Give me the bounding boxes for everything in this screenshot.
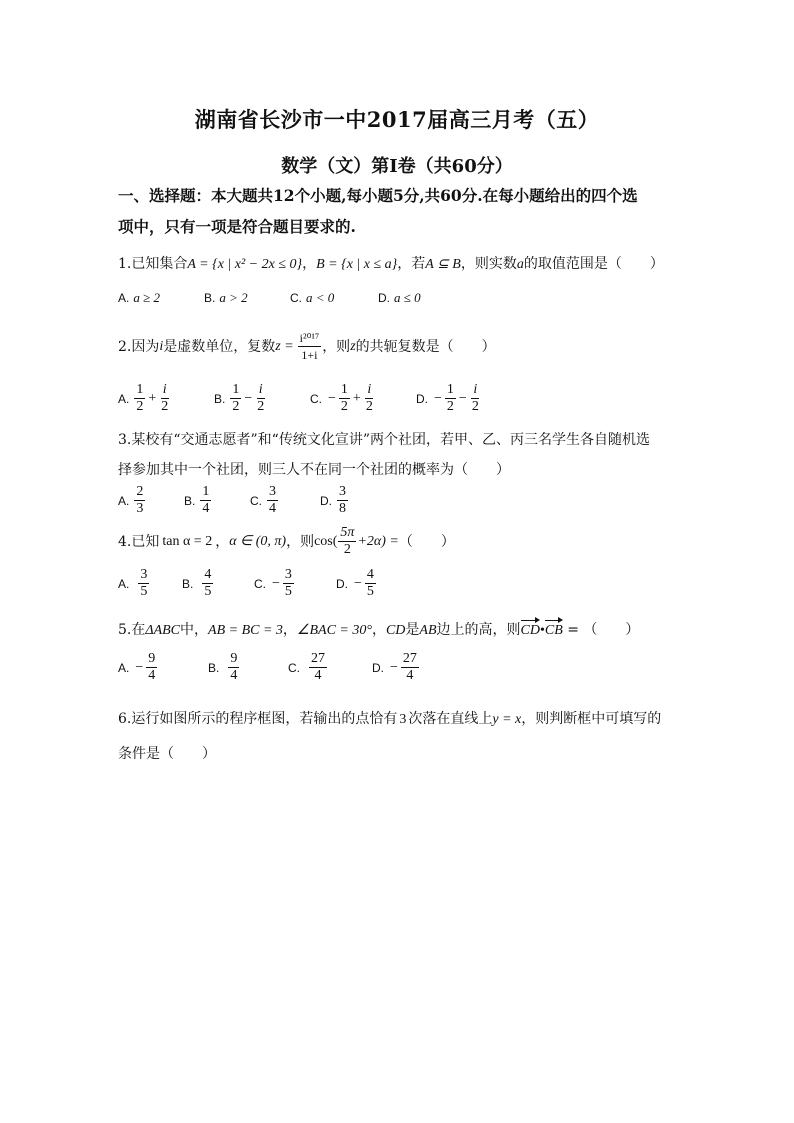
fraction-denominator: 2	[446, 399, 454, 414]
q1-text: ，则实数	[460, 256, 517, 272]
q3-option-a[interactable]	[118, 484, 184, 517]
operator: +	[148, 390, 157, 406]
q5-segment-ab: AB	[419, 623, 437, 638]
fraction-numerator: 3	[339, 484, 346, 499]
option-value: a ≥ 2	[133, 290, 160, 305]
q4-options	[118, 567, 408, 600]
q4-text: 4.已知	[118, 533, 160, 550]
q1-option-b[interactable]	[204, 290, 290, 306]
fraction-numerator: 3	[140, 567, 148, 582]
q5-text: ，	[371, 622, 386, 638]
fraction-numerator: 27	[402, 651, 417, 666]
q1-options	[118, 290, 464, 306]
q4-option-d[interactable]	[336, 567, 408, 600]
option-label: C.	[310, 391, 322, 406]
fraction-denominator: 2	[257, 399, 265, 414]
q2-z: z	[350, 338, 356, 354]
option-label: B.	[214, 391, 226, 406]
fraction-denominator: 2	[365, 399, 373, 414]
fraction	[146, 651, 157, 684]
q4-text: ，	[215, 533, 230, 550]
q1-variable: a	[516, 257, 524, 272]
option-label: B.	[182, 576, 194, 591]
fraction	[134, 382, 145, 415]
fraction	[445, 382, 456, 415]
q2-text: 是虚数单位，复数	[163, 338, 276, 355]
operator: −	[135, 659, 144, 675]
q1-set-a: A = {x | x² − 2x ≤ 0}	[187, 257, 303, 272]
q6-text: 6.运行如图所示的程序框图，若输出的点恰有	[118, 711, 398, 727]
option-label: D.	[320, 493, 332, 508]
q5-dot-operator: •	[539, 623, 545, 638]
fraction-denominator: 5	[140, 584, 148, 599]
q2-option-d[interactable]	[416, 382, 522, 415]
fraction	[230, 382, 241, 415]
q4-cos: cos(	[314, 533, 338, 549]
q4-text: ，则	[286, 533, 315, 550]
option-label: C.	[250, 493, 262, 508]
option-label: B.	[204, 291, 216, 305]
option-label: D.	[416, 391, 428, 406]
question-3	[118, 425, 703, 485]
fraction-numerator: 9	[148, 651, 156, 666]
q4-fraction	[338, 525, 356, 558]
option-label: C.	[290, 291, 302, 305]
q1-text: ，	[302, 256, 317, 272]
fraction-denominator: 2	[136, 399, 144, 414]
fraction	[200, 484, 211, 517]
q4-option-c[interactable]	[254, 567, 336, 600]
operator: −	[244, 390, 253, 406]
q2-z: z =	[275, 338, 294, 354]
q1-set-b: B = {x | x ≤ a}	[316, 257, 398, 272]
fraction-denominator: 2	[343, 542, 351, 557]
question-2	[118, 330, 703, 363]
fraction-numerator: 4	[204, 567, 212, 582]
q6-text-line1	[118, 702, 703, 737]
q2-text: 的共轭复数是（ ）	[355, 338, 496, 355]
fraction-denominator: 5	[366, 584, 374, 599]
fraction	[470, 382, 481, 415]
option-label: D.	[336, 576, 348, 591]
fraction-numerator: 3	[284, 567, 292, 582]
fraction-numerator: 1	[340, 382, 348, 397]
q3-option-b[interactable]	[184, 484, 250, 517]
q2-options	[118, 382, 522, 415]
fraction-denominator: 2	[340, 399, 348, 414]
q5-text: 边上的高，则	[436, 622, 521, 638]
option-label: A.	[118, 576, 130, 591]
q4-option-a[interactable]	[118, 567, 182, 600]
fraction-denominator: 3	[136, 501, 144, 516]
q5-option-a[interactable]	[118, 651, 208, 684]
operator: −	[434, 390, 442, 406]
fraction-numerator: 5π	[340, 525, 355, 540]
q6-text: ，则判断框中可填写的	[521, 711, 662, 727]
exam-subtitle: 数学（文）第I卷（共60分）	[281, 156, 513, 177]
fraction-numerator: 1	[232, 382, 240, 397]
fraction	[401, 651, 419, 684]
fraction-numerator: 1	[136, 382, 144, 397]
fraction-denominator: 4	[148, 668, 156, 683]
fraction	[365, 567, 376, 600]
option-label: D.	[378, 291, 390, 305]
option-label: C.	[254, 576, 266, 591]
section-heading	[118, 180, 688, 242]
option-label: C.	[288, 660, 300, 675]
q5-text: 中，	[180, 622, 209, 638]
fraction	[267, 484, 278, 517]
q1-text: 1.已知集合	[118, 256, 188, 272]
fraction-denominator: 2	[471, 399, 479, 414]
option-label: A.	[118, 291, 130, 305]
fraction	[134, 484, 145, 517]
q5-text: 5.在	[118, 622, 146, 638]
fraction	[364, 382, 375, 415]
fraction-denominator: 4	[314, 668, 322, 683]
q5-option-d[interactable]	[372, 651, 456, 684]
q2-text: 2.因为	[118, 338, 160, 355]
option-label: A.	[118, 660, 130, 675]
q1-text: 的取值范围是（ ）	[523, 256, 664, 272]
q5-segment-cd: CD	[385, 623, 406, 638]
q1-condition: A ⊆ B	[425, 257, 461, 272]
question-4	[118, 525, 703, 558]
q6-text-line2: 条件是（ ）	[118, 746, 216, 762]
q2-imaginary-unit: i	[159, 338, 164, 354]
q5-text: 是	[405, 622, 420, 638]
fraction-numerator: 1	[202, 484, 210, 499]
q2-text: ，则	[322, 338, 351, 355]
fraction	[255, 382, 266, 415]
fraction-numerator: 1	[446, 382, 454, 397]
fraction	[159, 382, 170, 415]
operator: −	[328, 390, 336, 406]
fraction-denominator: 4	[406, 668, 414, 683]
q3-options	[118, 484, 386, 517]
fraction-denominator: 4	[202, 501, 210, 516]
option-value: a < 0	[306, 290, 335, 305]
q6-line-equation: y = x	[492, 712, 522, 727]
operator: −	[458, 390, 467, 406]
q5-vector-cb: CB	[545, 621, 563, 641]
fraction-numerator: 4	[366, 567, 374, 582]
operator: −	[390, 659, 398, 675]
q5-option-c[interactable]	[288, 651, 372, 684]
fraction	[228, 651, 239, 684]
fraction	[138, 567, 149, 600]
q5-triangle: ΔABC	[145, 623, 181, 638]
q2-fraction	[298, 330, 322, 363]
fraction-denominator: 4	[230, 668, 238, 683]
fraction-denominator: 1+i	[301, 348, 318, 362]
fraction-numerator: 9	[230, 651, 238, 666]
q3-text-line1: 3.某校有“交通志愿者”和“传统文化宣讲”两个社团，若甲、乙、丙三名学生各自随机选	[118, 432, 650, 448]
q4-range: α ∈ (0, π)	[229, 533, 287, 549]
question-1	[118, 254, 703, 275]
q2-option-c[interactable]	[310, 382, 416, 415]
q2-option-b[interactable]	[214, 382, 310, 415]
section-heading-line2: 项中，只有一项是符合题目要求的.	[118, 217, 356, 236]
fraction-numerator: i	[367, 382, 372, 397]
fraction-numerator: 27	[311, 651, 325, 666]
option-value: a > 2	[219, 290, 248, 305]
fraction-denominator: 2	[232, 399, 240, 414]
option-label: B.	[208, 660, 220, 675]
option-label: A.	[118, 493, 130, 508]
q5-side-lengths: AB = BC = 3	[208, 623, 283, 638]
fraction-numerator: i	[162, 382, 167, 397]
question-5	[118, 620, 703, 641]
q5-angle: ∠BAC = 30°	[296, 623, 372, 638]
fraction-numerator: 2	[136, 484, 144, 499]
q5-vector-cd: CD	[521, 621, 540, 641]
option-value: a ≤ 0	[394, 290, 421, 305]
q2-option-a[interactable]	[118, 382, 214, 415]
fraction-numerator: 3	[269, 484, 276, 499]
option-label: D.	[372, 660, 384, 675]
fraction-denominator: 2	[161, 399, 169, 414]
fraction-denominator: 5	[204, 584, 212, 599]
exam-title: 湖南省长沙市一中2017届高三月考（五）	[194, 107, 600, 132]
q1-option-d[interactable]	[378, 290, 464, 306]
q5-text: ，	[282, 622, 297, 638]
fraction-numerator: i	[473, 382, 478, 397]
q6-text: 次落在直线上	[408, 711, 493, 727]
operator: −	[354, 575, 362, 591]
q6-count: 3	[399, 712, 407, 727]
fraction	[309, 651, 327, 684]
q4-option-b[interactable]	[182, 567, 254, 600]
q5-option-b[interactable]	[208, 651, 288, 684]
q5-text: = （ ）	[562, 622, 640, 638]
fraction-denominator: 8	[339, 501, 346, 516]
q4-tan: tan α = 2	[162, 533, 213, 549]
q1-option-a[interactable]	[118, 290, 204, 306]
q4-expression-tail: +2α) =	[357, 533, 399, 549]
fraction-denominator: 5	[284, 584, 292, 599]
option-label: B.	[184, 493, 196, 508]
question-6	[118, 702, 703, 771]
fraction-numerator: i	[258, 382, 263, 397]
q3-option-c[interactable]	[250, 484, 320, 517]
section-heading-line1: 一、选择题：本大题共12个小题,每小题5分,共60分.在每小题给出的四个选	[118, 186, 638, 205]
fraction	[202, 567, 213, 600]
option-label: A.	[118, 391, 130, 406]
operator: −	[272, 575, 280, 591]
fraction	[339, 382, 350, 415]
fraction-denominator: 4	[269, 501, 276, 516]
q5-options	[118, 651, 456, 684]
q1-text: ，若	[397, 256, 426, 272]
fraction	[337, 484, 348, 517]
fraction	[283, 567, 294, 600]
fraction-numerator: i²⁰¹⁷	[299, 331, 320, 345]
q1-option-c[interactable]	[290, 290, 378, 306]
q3-option-d[interactable]	[320, 484, 386, 517]
operator: +	[352, 390, 361, 406]
q4-text: （ ）	[398, 533, 455, 550]
q3-text-line2: 择参加其中一个社团，则三人不在同一个社团的概率为（ ）	[118, 462, 510, 478]
